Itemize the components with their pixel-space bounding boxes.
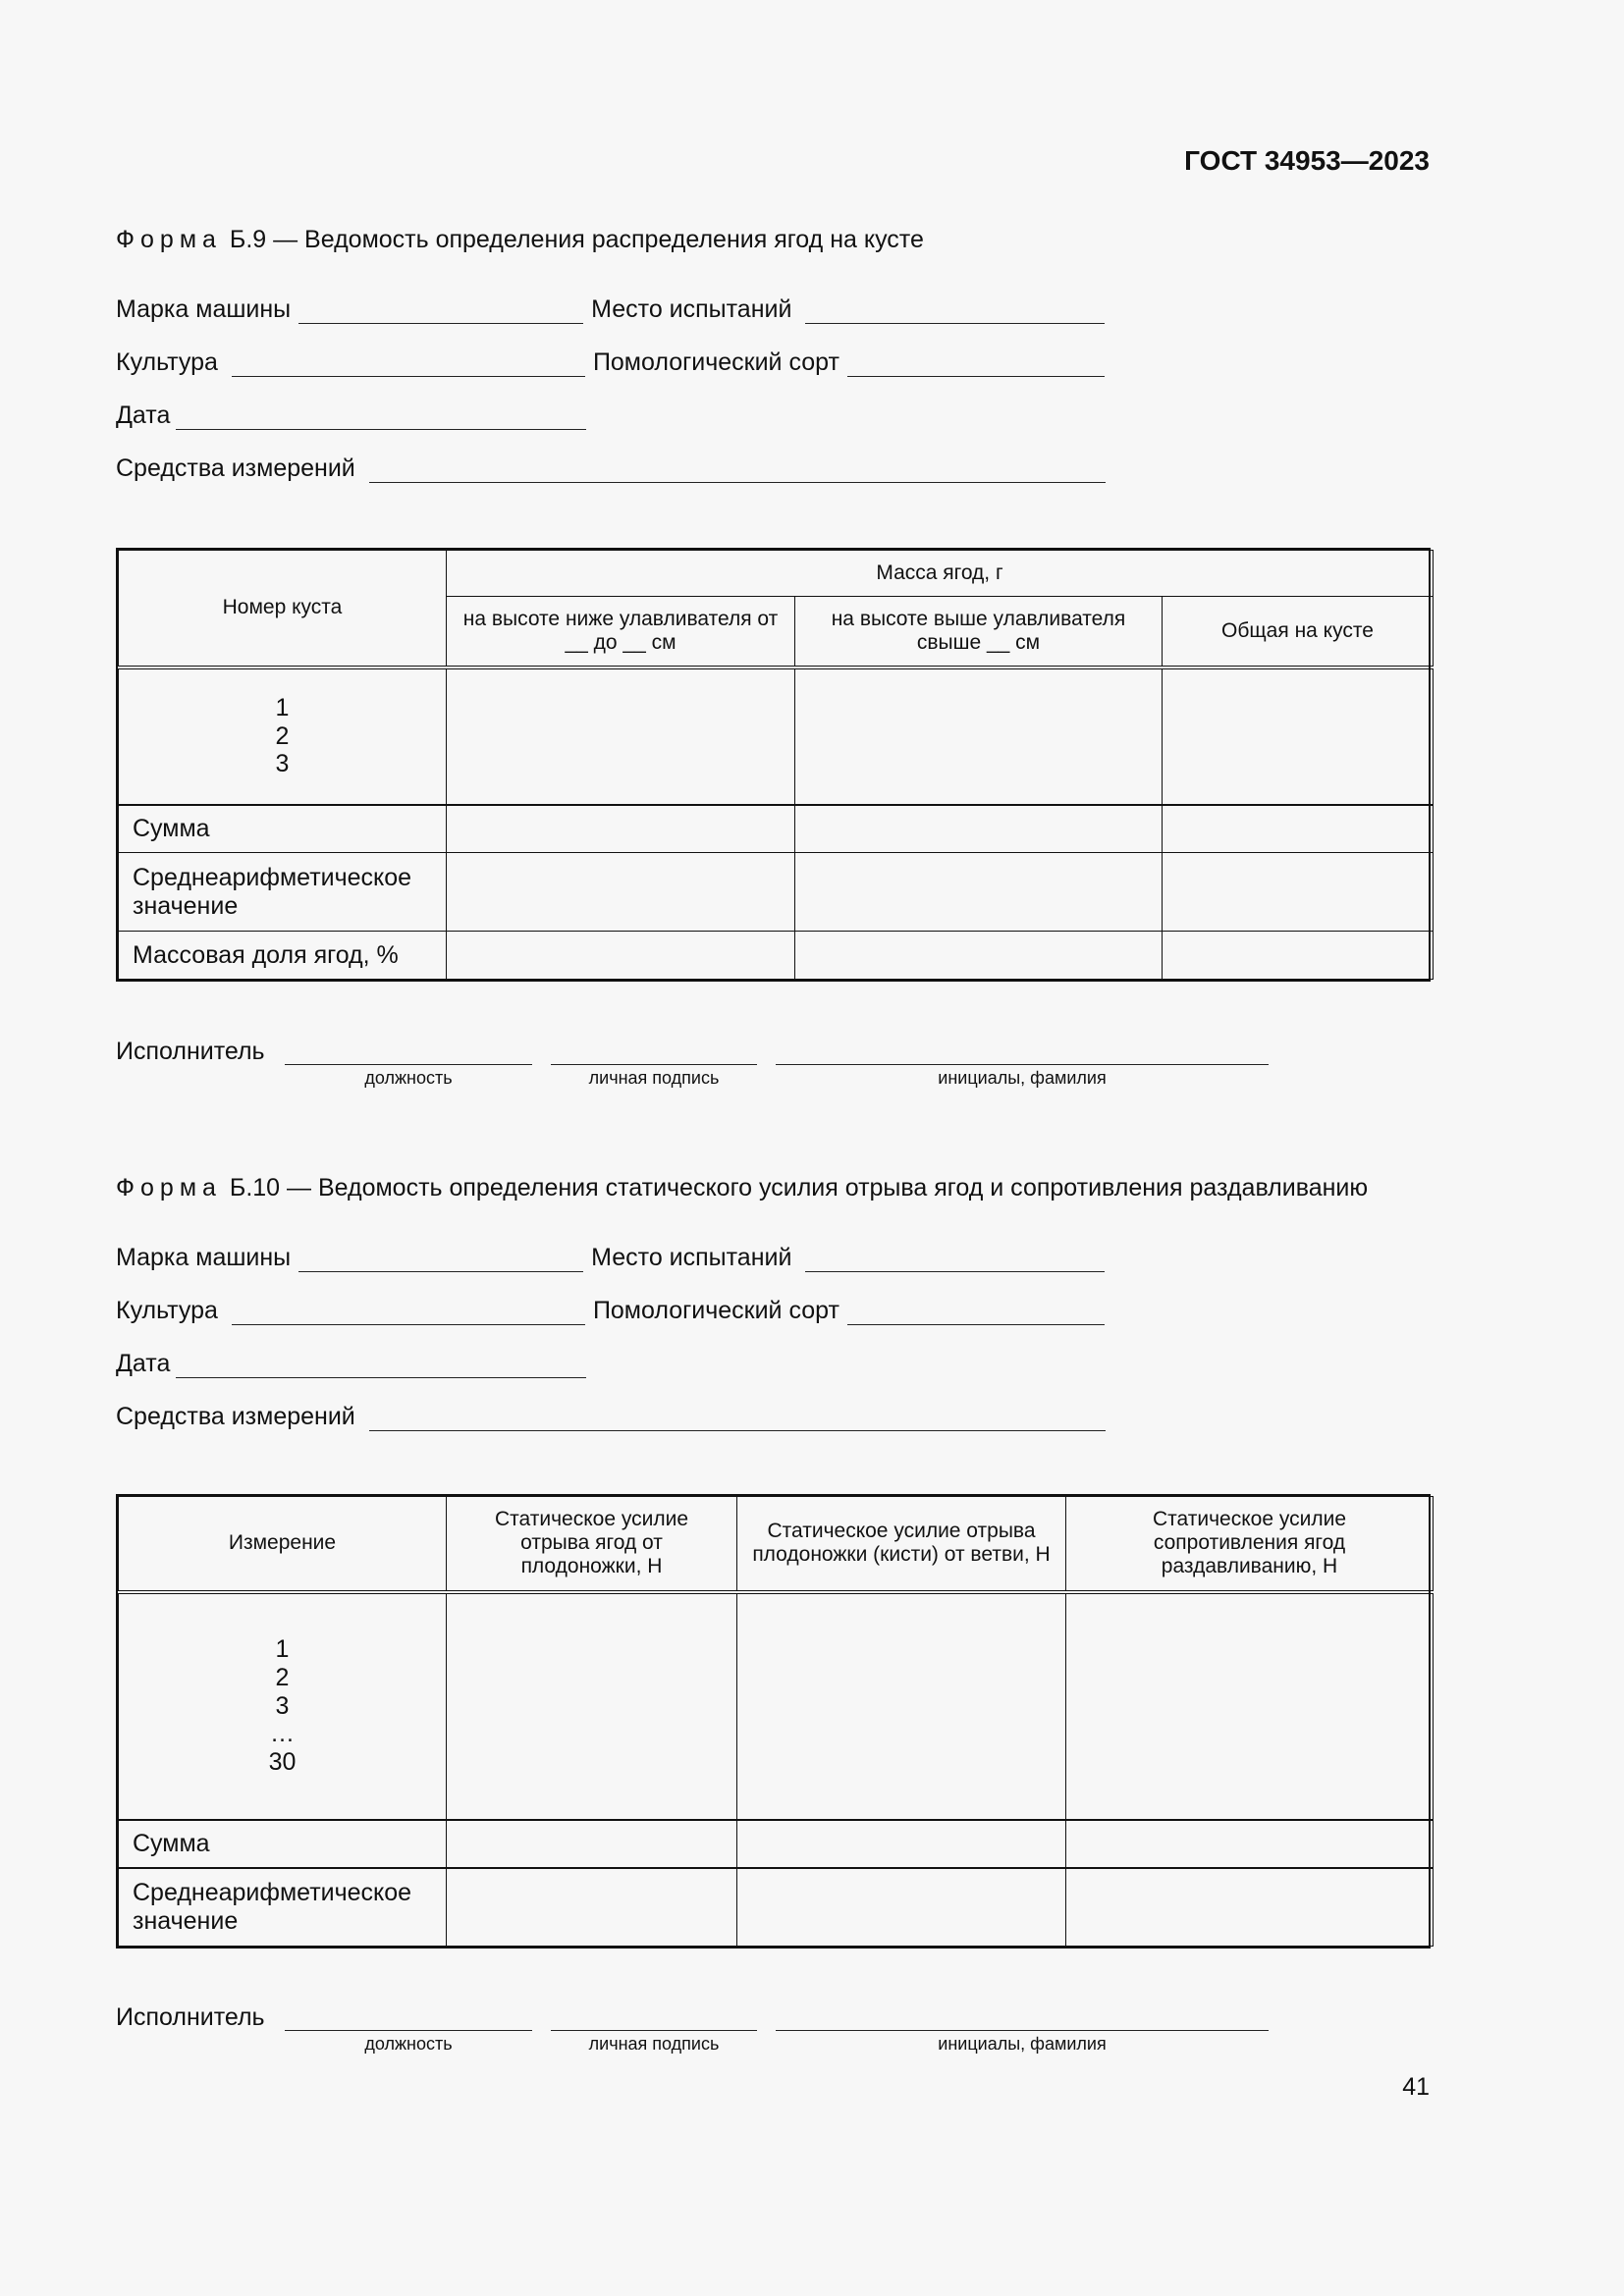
name-blank[interactable] bbox=[776, 1064, 1269, 1065]
bush-number-cell bbox=[119, 667, 447, 805]
measurement-number-cell bbox=[119, 1592, 447, 1820]
date-label: Дата bbox=[116, 1350, 171, 1377]
data-cell[interactable] bbox=[737, 1592, 1066, 1820]
machine-brand-blank[interactable] bbox=[298, 1248, 583, 1272]
data-cell[interactable] bbox=[1066, 1592, 1434, 1820]
col-berry-mass: Масса ягод, г bbox=[447, 551, 1434, 597]
col-detach-stalk: Статическое усилие отрыва плодоножки (кисти) от ветви, Н bbox=[737, 1497, 1066, 1592]
data-cell[interactable] bbox=[795, 932, 1163, 980]
data-cell[interactable] bbox=[447, 1868, 737, 1947]
row-number: 30 bbox=[268, 1748, 297, 1777]
pomological-variety-label: Помологический сорт bbox=[592, 348, 839, 376]
position-blank[interactable] bbox=[285, 2030, 532, 2031]
caption-name: инициалы, фамилия bbox=[938, 1068, 1107, 1088]
data-cell[interactable] bbox=[1066, 1868, 1434, 1947]
culture-label: Культура bbox=[116, 1297, 218, 1324]
measuring-instruments-label: Средства измерений bbox=[116, 454, 355, 482]
data-cell[interactable] bbox=[1163, 853, 1434, 932]
data-cell[interactable] bbox=[1163, 932, 1434, 980]
data-cell[interactable] bbox=[1163, 805, 1434, 853]
form-b10-row-machine bbox=[116, 1239, 1112, 1272]
row-number: 3 bbox=[275, 750, 290, 778]
data-cell[interactable] bbox=[447, 1820, 737, 1868]
culture-blank[interactable] bbox=[232, 352, 585, 377]
form-b9-row-date bbox=[116, 397, 594, 430]
col-total-on-bush: Общая на кусте bbox=[1163, 597, 1434, 667]
row-number: 2 bbox=[275, 721, 290, 750]
data-cell[interactable] bbox=[795, 853, 1163, 932]
row-mean-label: Среднеарифметическое значение bbox=[119, 853, 447, 932]
data-cell[interactable] bbox=[1163, 667, 1434, 805]
col-detach-berries: Статическое усилие отрыва ягод от плодоножки, Н bbox=[447, 1497, 737, 1592]
col-measurement: Измерение bbox=[119, 1497, 447, 1592]
form-b10-prefix: Форма bbox=[116, 1174, 222, 1201]
data-cell[interactable] bbox=[447, 1592, 737, 1820]
form-b10-row-culture bbox=[116, 1292, 1112, 1325]
col-below-catcher: на высоте ниже улавливателя от __ до __ см bbox=[447, 597, 795, 667]
form-b9-row-machine bbox=[116, 291, 1112, 324]
data-cell[interactable] bbox=[447, 853, 795, 932]
signature-blank[interactable] bbox=[551, 1064, 757, 1065]
pomological-variety-blank[interactable] bbox=[847, 352, 1105, 377]
col-above-catcher: на высоте выше улавливателя свыше __ см bbox=[795, 597, 1163, 667]
form-b9-executor-label: Исполнитель bbox=[116, 1038, 265, 1065]
col-bush-number: Номер куста bbox=[119, 551, 447, 667]
data-cell[interactable] bbox=[1066, 1820, 1434, 1868]
form-b9-title bbox=[116, 226, 924, 254]
name-blank[interactable] bbox=[776, 2030, 1269, 2031]
row-number: 2 bbox=[275, 1663, 290, 1691]
data-cell[interactable] bbox=[737, 1868, 1066, 1947]
form-b10-row-instruments bbox=[116, 1398, 1113, 1431]
form-b10-row-date bbox=[116, 1345, 594, 1378]
standard-code: ГОСТ 34953—2023 bbox=[1184, 145, 1430, 176]
form-b10-executor-label: Исполнитель bbox=[116, 2003, 265, 2031]
culture-label: Культура bbox=[116, 348, 218, 376]
row-sum-label: Сумма bbox=[119, 805, 447, 853]
form-b10-table bbox=[116, 1494, 1431, 1949]
form-b9-prefix: Форма bbox=[116, 226, 222, 253]
row-mass-fraction-label: Массовая доля ягод, % bbox=[119, 932, 447, 980]
signature-blank[interactable] bbox=[551, 2030, 757, 2031]
machine-brand-label: Марка машины bbox=[116, 295, 292, 323]
pomological-variety-label: Помологический сорт bbox=[592, 1297, 839, 1324]
data-cell[interactable] bbox=[795, 667, 1163, 805]
row-sum-label: Сумма bbox=[119, 1820, 447, 1868]
test-site-label: Место испытаний bbox=[591, 1244, 792, 1271]
caption-name: инициалы, фамилия bbox=[938, 2034, 1107, 2054]
caption-position: должность bbox=[364, 2034, 453, 2054]
form-b10-title bbox=[116, 1174, 1368, 1202]
test-site-label: Место испытаний bbox=[591, 295, 792, 323]
row-mean-label: Среднеарифметическое значение bbox=[119, 1868, 447, 1947]
data-cell[interactable] bbox=[447, 805, 795, 853]
row-number: … bbox=[270, 1720, 295, 1748]
data-cell[interactable] bbox=[447, 667, 795, 805]
date-blank[interactable] bbox=[176, 1354, 586, 1378]
data-cell[interactable] bbox=[447, 932, 795, 980]
caption-signature: личная подпись bbox=[588, 1068, 720, 1088]
test-site-blank[interactable] bbox=[805, 1248, 1105, 1272]
culture-blank[interactable] bbox=[232, 1301, 585, 1325]
position-blank[interactable] bbox=[285, 1064, 532, 1065]
machine-brand-label: Марка машины bbox=[116, 1244, 292, 1271]
measuring-instruments-blank[interactable] bbox=[369, 458, 1106, 483]
data-cell[interactable] bbox=[737, 1820, 1066, 1868]
form-b9-table bbox=[116, 548, 1431, 982]
test-site-blank[interactable] bbox=[805, 299, 1105, 324]
machine-brand-blank[interactable] bbox=[298, 299, 583, 324]
form-b9-title-text: Б.9 — Ведомость определения распределения ягод на кусте bbox=[229, 226, 924, 253]
form-b9-row-instruments bbox=[116, 450, 1113, 483]
date-blank[interactable] bbox=[176, 405, 586, 430]
row-number: 3 bbox=[275, 1691, 290, 1720]
row-number: 1 bbox=[275, 1635, 290, 1664]
row-number: 1 bbox=[275, 693, 290, 721]
date-label: Дата bbox=[116, 401, 171, 429]
form-b10-title-text: Б.10 — Ведомость определения статического усилия отрыва ягод и сопротивления раздавливанию bbox=[229, 1174, 1369, 1201]
caption-position: должность bbox=[364, 1068, 453, 1088]
caption-signature: личная подпись bbox=[588, 2034, 720, 2054]
measuring-instruments-blank[interactable] bbox=[369, 1407, 1106, 1431]
pomological-variety-blank[interactable] bbox=[847, 1301, 1105, 1325]
measuring-instruments-label: Средства измерений bbox=[116, 1403, 355, 1430]
page-number: 41 bbox=[1402, 2073, 1430, 2101]
col-crush-resistance: Статическое усилие сопротивления ягод раздавливанию, Н bbox=[1066, 1497, 1434, 1592]
data-cell[interactable] bbox=[795, 805, 1163, 853]
form-b9-row-culture bbox=[116, 344, 1112, 377]
